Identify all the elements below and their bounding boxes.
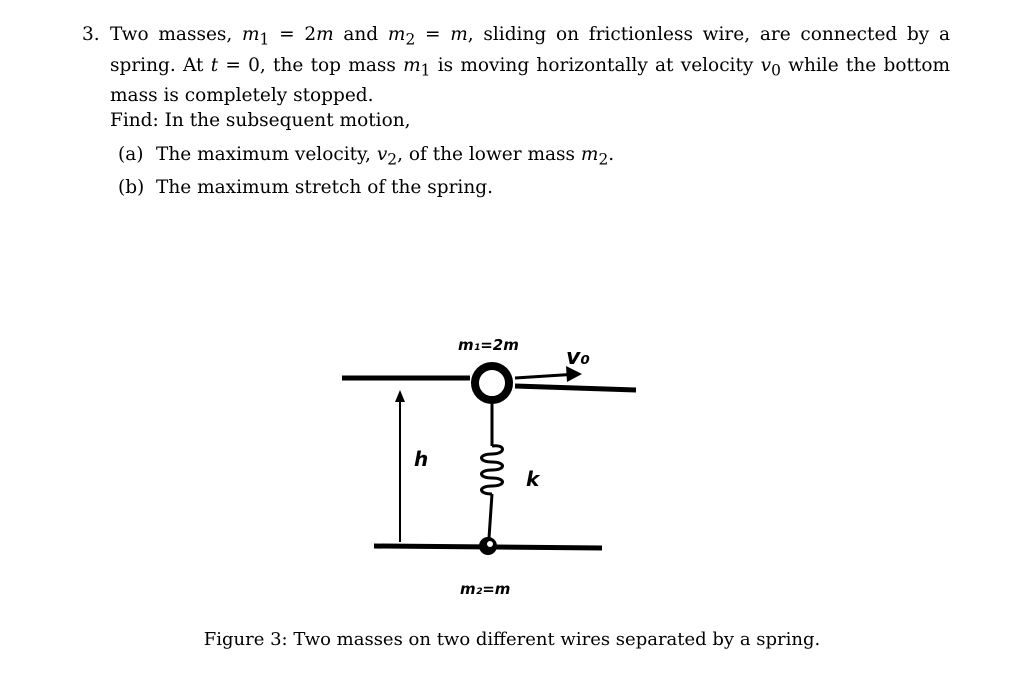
figure-caption: Figure 3: Two masses on two different wires separated by a spring. <box>203 629 821 650</box>
stmt-text: and <box>333 24 388 45</box>
stmt-text: while the bottom mass is completely stopped. <box>110 54 950 107</box>
part-label: (b) <box>118 177 145 198</box>
part-label: (a) <box>118 144 144 165</box>
var-m: m <box>403 54 421 76</box>
height-arrowhead <box>395 390 405 402</box>
sub: 1 <box>420 61 431 80</box>
spring-bottom-lead <box>489 494 492 538</box>
problem-number: 3. <box>82 24 100 45</box>
spring-coil <box>482 446 503 494</box>
part-text: The maximum stretch of the spring. <box>156 177 493 198</box>
part-text: . <box>608 144 615 165</box>
var-m: m <box>450 24 468 45</box>
part-text: The maximum velocity, <box>156 144 377 165</box>
sub: 0 <box>771 61 781 80</box>
stmt-text: , sliding on frictionless wire, are connected by a spring. At <box>110 24 951 76</box>
mass-m1 <box>475 366 509 400</box>
label-h: h <box>414 447 429 471</box>
var-v: v <box>376 144 388 165</box>
stmt-text: = 0, the top mass <box>218 54 404 76</box>
part-b <box>118 175 493 201</box>
var-m: m <box>242 24 260 45</box>
part-a <box>118 142 614 173</box>
stmt-text: is moving horizontally at velocity <box>430 54 761 76</box>
label-m1: m₁=2m <box>458 336 519 354</box>
label-k: k <box>526 467 540 491</box>
label-v0: v₀ <box>566 345 590 370</box>
top-wire-right <box>515 386 636 390</box>
var-m: m <box>387 24 406 45</box>
figure-3-diagram <box>340 328 640 608</box>
var-t: t <box>210 54 219 76</box>
sub: 2 <box>387 150 398 169</box>
var-v: v <box>760 54 772 76</box>
stmt-text: = 2 <box>269 24 317 45</box>
problem-statement <box>110 22 950 109</box>
find-line: Find: In the subsequent motion, <box>110 110 411 131</box>
var-m: m <box>580 144 599 165</box>
label-m2: m₂=m <box>460 580 511 598</box>
part-text: , of the lower mass <box>397 144 581 165</box>
stmt-text: Two masses, <box>110 24 242 45</box>
var-m: m <box>316 24 334 45</box>
stmt-text: = <box>415 24 451 45</box>
sub: 2 <box>405 30 416 49</box>
mass-m2-highlight <box>487 541 493 547</box>
sub: 1 <box>259 30 270 49</box>
sub: 2 <box>598 150 609 169</box>
